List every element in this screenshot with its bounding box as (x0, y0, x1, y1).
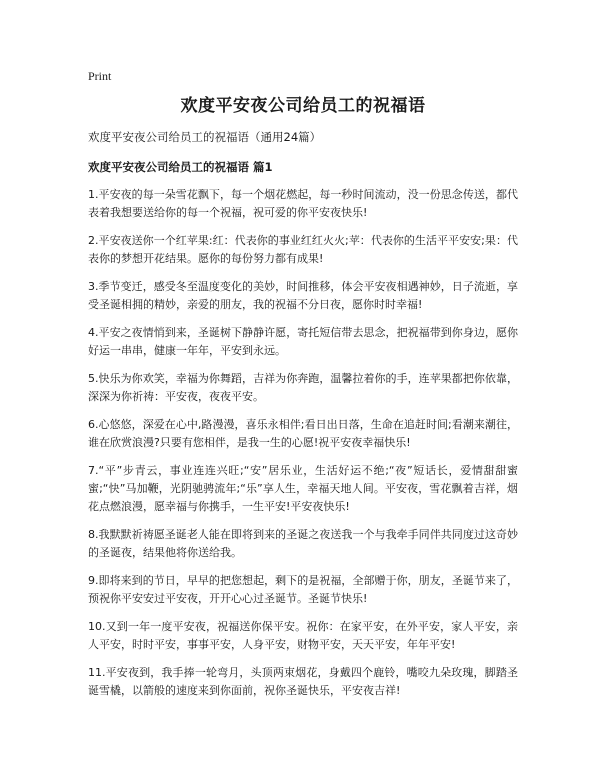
document-subtitle: 欢度平安夜公司给员工的祝福语（通用24篇） (88, 130, 322, 144)
paragraph-8: 8.我默默祈祷愿圣诞老人能在即将到来的圣诞之夜送我一个与我牵手同伴共同度过这奇妙的圣诞夜，结果他将你送给我。 (88, 528, 518, 559)
paragraph-9: 9.即将来到的节日，早早的把您想起，剩下的是祝福，全部赠于你，朋友，圣诞节来了，预祝你平安安过平安夜，开开心心过圣诞节。圣诞节快乐! (88, 574, 518, 605)
paragraph-2: 2.平安夜送你一个红苹果:红：代表你的事业红红火火;苹：代表你的生活平平安安;果：代表你的梦想开花结果。愿你的每份努力都有成果! (88, 234, 518, 265)
paragraph-7: 7.“平”步青云，事业连连兴旺;“安”居乐业，生活好运不绝;“夜”短话长，爱情甜甜蜜蜜;“快”马加鞭，光阴驰骋流年;“乐”享人生，幸福天地人间。平安夜，雪花飘着吉祥，烟花点燃浪漫，愿幸福与你携手，一生平安!平安夜快乐! (88, 464, 518, 513)
paragraph-3: 3.季节变迁，感受冬至温度变化的美妙，时间推移，体会平安夜相遇神妙，日子流逝，享受圣诞相拥的精妙，亲爱的朋友，我的祝福不分日夜，愿你时时幸福! (88, 280, 518, 311)
paragraph-6: 6.心悠悠，深爱在心中,路漫漫，喜乐永相伴;看日出日落，生命在追赶时间;看潮来潮往，谁在欣赏浪漫?只要有您相伴，是我一生的心愿!祝平安夜幸福快乐! (88, 418, 518, 449)
document-title: 欢度平安夜公司给员工的祝福语 (180, 96, 426, 116)
print-link[interactable]: Print (88, 69, 112, 83)
paragraph-11: 11.平安夜到，我手捧一轮弯月，头顶两束烟花，身戴四个鹿铃，嘴咬九朵玫瑰，脚踏圣诞雪橇，以箭般的速度来到你面前，祝你圣诞快乐，平安夜吉祥! (88, 666, 518, 697)
section-title: 欢度平安夜公司给员工的祝福语 篇1 (88, 160, 273, 174)
paragraph-5: 5.快乐为你欢笑，幸福为你舞蹈，吉祥为你奔跑，温馨拉着你的手，连苹果都把你依靠，深深为你祈祷：平安夜，夜夜平安。 (88, 372, 518, 403)
paragraph-4: 4.平安之夜情悄到来，圣诞树下静静许愿，寄托短信带去思念，把祝福带到你身边，愿你好运一串串，健康一年年，平安到永远。 (88, 326, 518, 357)
paragraph-10: 10.又到一年一度平安夜，祝福送你保平安。祝你：在家平安，在外平安，家人平安，亲人平安，时时平安，事事平安，人身平安，财物平安，天天平安，年年平安! (88, 620, 518, 651)
paragraph-1: 1.平安夜的每一朵雪花飘下，每一个烟花燃起，每一秒时间流动，没一份思念传送，都代表着我想要送给你的每一个祝福，祝可爱的你平安夜快乐! (88, 188, 518, 219)
paragraph-list (88, 186, 518, 700)
